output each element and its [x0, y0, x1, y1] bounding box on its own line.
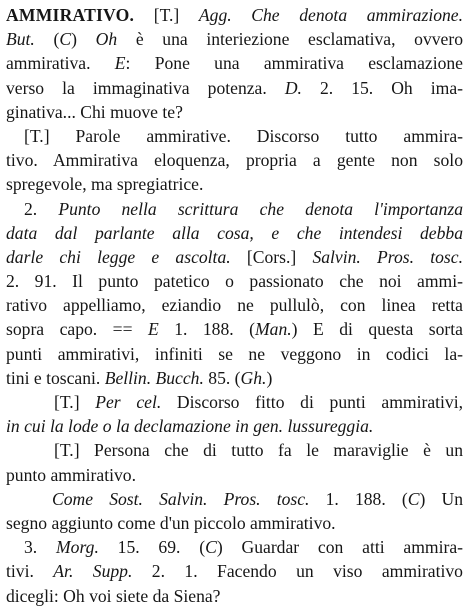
- text-line: [6, 245, 463, 269]
- italic-text: Bellin. Bucch.: [104, 367, 204, 388]
- italic-text: But.: [6, 29, 35, 50]
- text-line: [6, 463, 463, 487]
- text-span: 2. 1. Facendo un viso ammirativo: [132, 561, 463, 582]
- text-span: dicegli: Oh voi siete da Siena?: [6, 585, 221, 606]
- text-span: è una interiezione esclamativa, ovvero: [117, 29, 463, 50]
- text-line: [6, 342, 463, 366]
- text-line: [6, 366, 463, 390]
- text-span: 1. 188. (: [309, 488, 408, 509]
- text-line: [6, 172, 463, 196]
- text-line: [6, 27, 463, 51]
- italic-text: Punto nella scrittura che denota l'importanza: [58, 198, 463, 219]
- text-line: [6, 293, 463, 317]
- italic-text: E: [147, 319, 159, 340]
- text-span: ) Guardar con atti ammira-: [216, 537, 463, 558]
- italic-text: Salvin. Pros. tosc.: [312, 246, 463, 267]
- text-span: tini e toscani.: [6, 367, 105, 388]
- text-line: [6, 197, 463, 221]
- text-span: tivo. Ammirativa eloquenza, propria a gente non solo: [6, 150, 463, 171]
- text-line: [6, 317, 463, 341]
- italic-text: C: [407, 488, 420, 509]
- italic-text: in cui la lode o la declamazione in gen. lussureggia.: [6, 416, 374, 437]
- text-line: [6, 535, 463, 559]
- text-line: [6, 414, 463, 438]
- text-line: [6, 148, 463, 172]
- text-span: spregevole, ma spregiatrice.: [6, 174, 204, 195]
- text-span: [T.] Persona che di tutto fa le maraviglie è un: [54, 440, 463, 461]
- text-span: ginativa... Chi muove te?: [6, 101, 183, 122]
- italic-text: Morg.: [56, 537, 99, 558]
- text-line: [6, 100, 463, 124]
- text-span: [Cors.]: [230, 246, 313, 267]
- text-span: rativo appelliamo, eziandio ne pullulò, con linea retta: [6, 295, 463, 316]
- italic-text: data dal parlante alla cosa, e che intendesi debba: [6, 222, 463, 243]
- text-span: sopra capo. ==: [6, 319, 148, 340]
- text-span: 15. 69. (: [98, 537, 206, 558]
- text-line: [6, 76, 463, 100]
- text-span: ): [266, 367, 273, 388]
- text-line: [6, 438, 463, 462]
- italic-text: C: [205, 537, 217, 558]
- text-span: : Pone una ammirativa esclamazione: [125, 53, 463, 74]
- text-span: Discorso fitto di punti ammirativi,: [161, 392, 463, 412]
- italic-text: Agg. Che denota ammirazione.: [198, 5, 463, 25]
- text-line: [6, 487, 463, 511]
- italic-text: D.: [284, 77, 302, 98]
- text-span: punto ammirativo.: [6, 464, 136, 485]
- text-span: [T.]: [134, 5, 199, 25]
- text-span: ): [71, 29, 96, 50]
- italic-text: Per cel.: [95, 392, 162, 412]
- italic-text: Gh.: [240, 367, 267, 388]
- text-span: (: [34, 29, 60, 50]
- italic-text: Come Sost. Salvin. Pros. tosc.: [52, 488, 310, 509]
- text-span: tivi.: [6, 561, 54, 582]
- text-line: [6, 390, 463, 414]
- text-span: 85. (: [203, 367, 241, 388]
- text-line: [6, 221, 463, 245]
- text-line: [6, 584, 463, 608]
- text-span: 2. 15. Oh ima-: [301, 77, 463, 98]
- italic-text: E: [114, 53, 126, 74]
- text-span: ammirativa.: [6, 53, 115, 74]
- text-span: 2. 91. Il punto patetico o passionato che noi ammi-: [6, 271, 463, 292]
- text-span: 1. 188. (: [158, 319, 255, 340]
- text-line: [6, 269, 463, 293]
- text-line: [6, 559, 463, 583]
- text-line: [6, 51, 463, 75]
- text-span: ) E di questa sorta: [291, 319, 463, 340]
- text-span: punti ammirativi, infiniti se ne veggono in codici la-: [6, 343, 463, 364]
- text-span: 3.: [24, 537, 56, 558]
- text-line: [6, 511, 463, 535]
- text-line: [6, 3, 463, 27]
- italic-text: Oh: [95, 29, 118, 50]
- text-span: 2.: [24, 198, 59, 219]
- dictionary-entry-ammirativo: [6, 3, 463, 608]
- text-span: ) Un: [419, 488, 463, 509]
- text-line: [6, 124, 463, 148]
- headword: AMMIRATIVO.: [6, 5, 135, 25]
- italic-text: Ar. Supp.: [53, 561, 133, 582]
- text-span: segno aggiunto come d'un piccolo ammirativo.: [6, 512, 336, 533]
- italic-text: darle chi legge e ascolta.: [6, 246, 231, 267]
- italic-text: Man.: [255, 319, 292, 340]
- text-span: [T.] Parole ammirative. Discorso tutto ammira-: [24, 125, 463, 146]
- italic-text: C: [59, 29, 72, 50]
- text-span: verso la immaginativa potenza.: [6, 77, 285, 98]
- text-span: [T.]: [54, 392, 96, 412]
